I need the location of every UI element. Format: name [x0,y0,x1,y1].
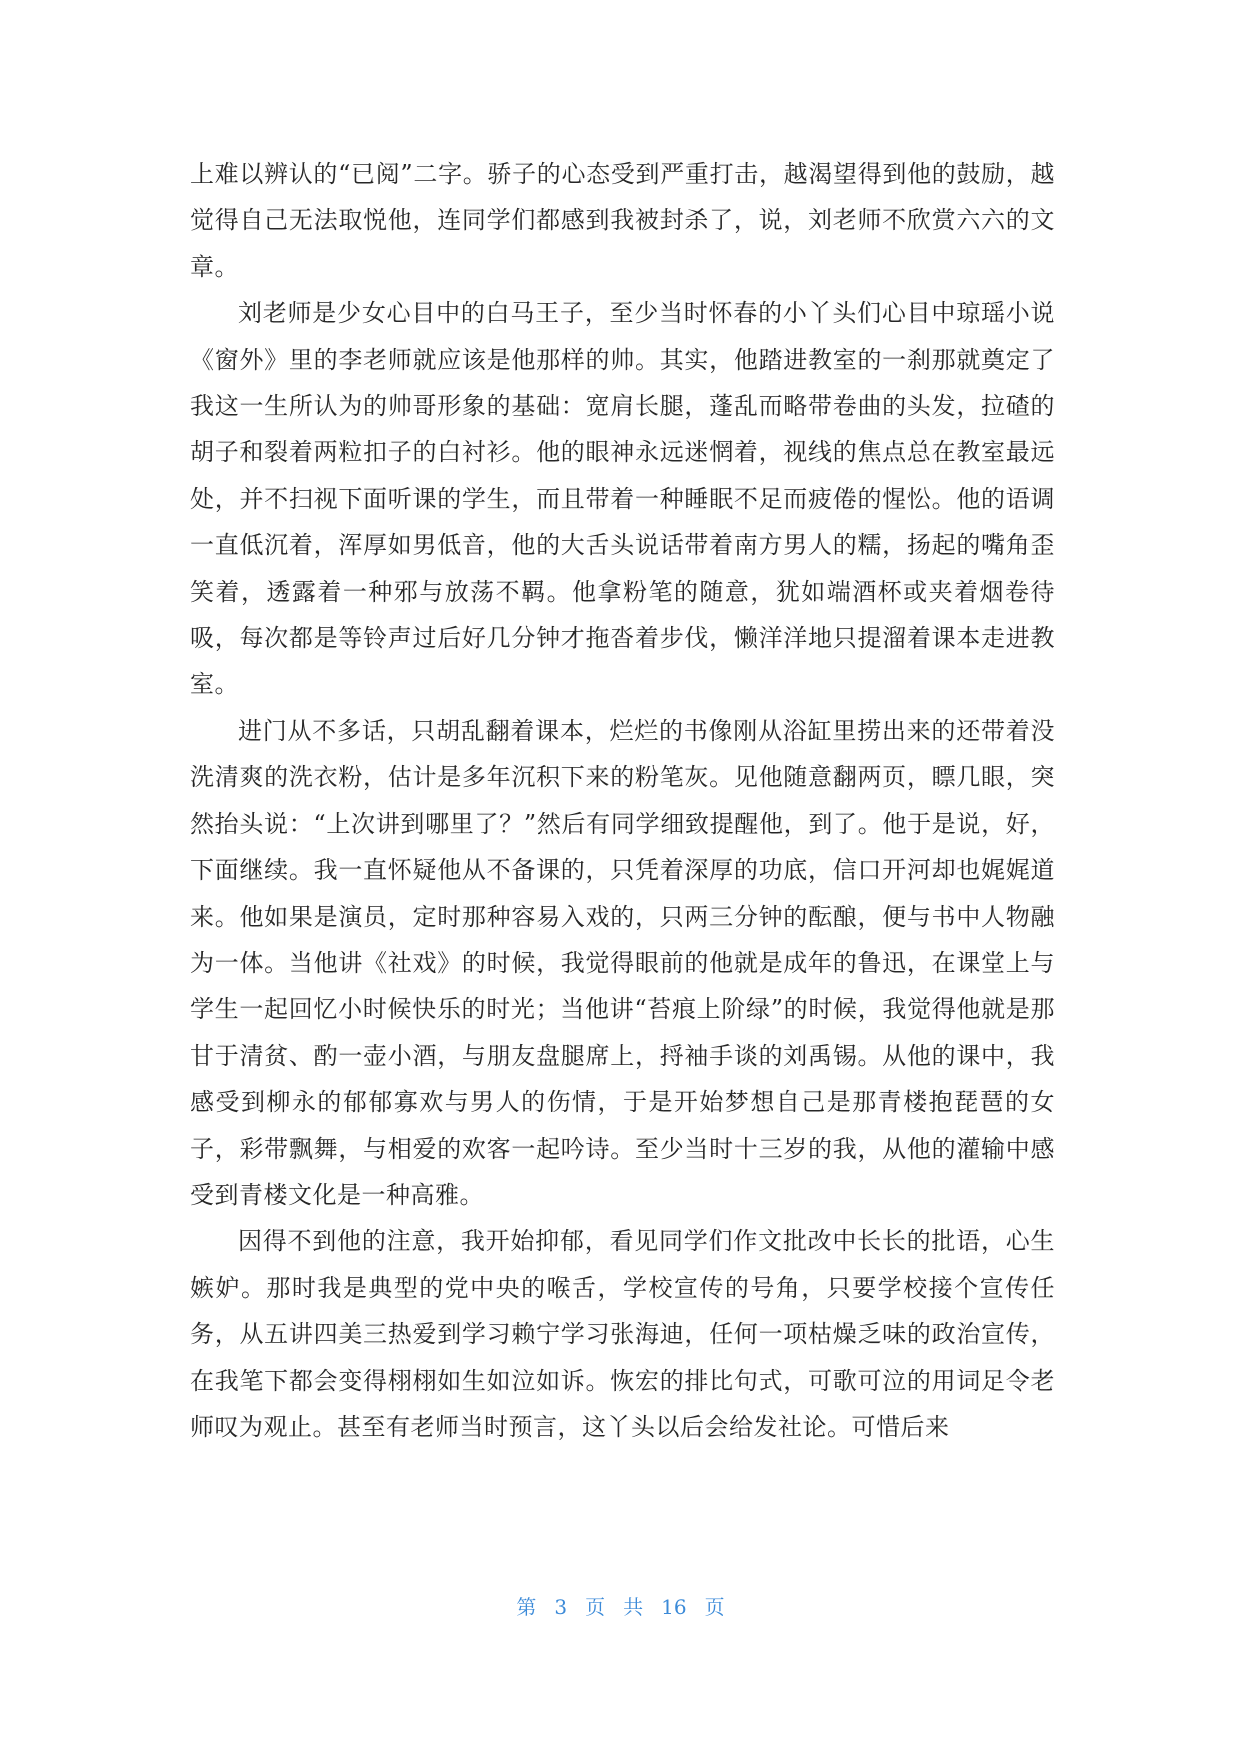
current-page-number: 3 [554,1595,568,1619]
paragraph: 刘老师是少女心目中的白马王子，至少当时怀春的小丫头们心目中琼瑶小说《窗外》里的李老师就应该是他那样的帅。其实，他踏进教室的一刹那就奠定了我这一生所认为的帅哥形象的基础：宽肩长腿，蓬乱而略带卷曲的头发，拉碴的胡子和裂着两粒扣子的白衬衫。他的眼神永远迷惘着，视线的焦点总在教室最远处，并不扫视下面听课的学生，而且带着一种睡眠不足而疲倦的惺忪。他的语调一直低沉着，浑厚如男低音，他的大舌头说话带着南方男人的糯，扬起的嘴角歪笑着，透露着一种邪与放荡不羁。他拿粉笔的随意，犹如端酒杯或夹着烟卷待吸，每次都是等铃声过后好几分钟才拖沓着步伐，懒洋洋地只提溜着课本走进教室。 [190,299,1055,699]
paragraph: 因得不到他的注意，我开始抑郁，看见同学们作文批改中长长的批语，心生嫉妒。那时我是典型的党中央的喉舌，学校宣传的号角，只要学校接个宣传任务，从五讲四美三热爱到学习赖宁学习张海迪，任何一项枯燥乏味的政治宣传，在我笔下都会变得栩栩如生如泣如诉。恢宏的排比句式，可歌可泣的用词足令老师叹为观止。甚至有老师当时预言，这丫头以后会给发社论。可惜后来 [190,1227,1055,1441]
total-pages-number: 16 [661,1595,687,1619]
footer-di: 第 [516,1595,537,1619]
footer-ye: 页 [585,1595,606,1619]
page-body [190,151,1055,1450]
footer-gong: 共 [623,1595,644,1619]
paragraph: 进门从不多话，只胡乱翻着课本，烂烂的书像刚从浴缸里捞出来的还带着没洗清爽的洗衣粉，估计是多年沉积下来的粉笔灰。见他随意翻两页，瞟几眼，突然抬头说：“上次讲到哪里了？”然后有同学细致提醒他，到了。他于是说，好，下面继续。我一直怀疑他从不备课的，只凭着深厚的功底，信口开河却也娓娓道来。他如果是演员，定时那种容易入戏的，只两三分钟的酝酿，便与书中人物融为一体。当他讲《社戏》的时候，我觉得眼前的他就是成年的鲁迅，在课堂上与学生一起回忆小时候快乐的时光；当他讲“苔痕上阶绿”的时候，我觉得他就是那甘于清贫、酌一壶小酒，与朋友盘腿席上，捋袖手谈的刘禹锡。从他的课中，我感受到柳永的郁郁寡欢与男人的伤情，于是开始梦想自己是那青楼抱琵琶的女子，彩带飘舞，与相爱的欢客一起吟诗。至少当时十三岁的我，从他的灌输中感受到青楼文化是一种高雅。 [190,716,1055,1209]
page-number-footer [0,1594,1241,1620]
paragraph: 上难以辨认的“已阅”二字。骄子的心态受到严重打击，越渴望得到他的鼓励，越觉得自己无法取悦他，连同学们都感到我被封杀了，说，刘老师不欣赏六六的文章。 [190,160,1055,281]
footer-ye-end: 页 [704,1595,725,1619]
